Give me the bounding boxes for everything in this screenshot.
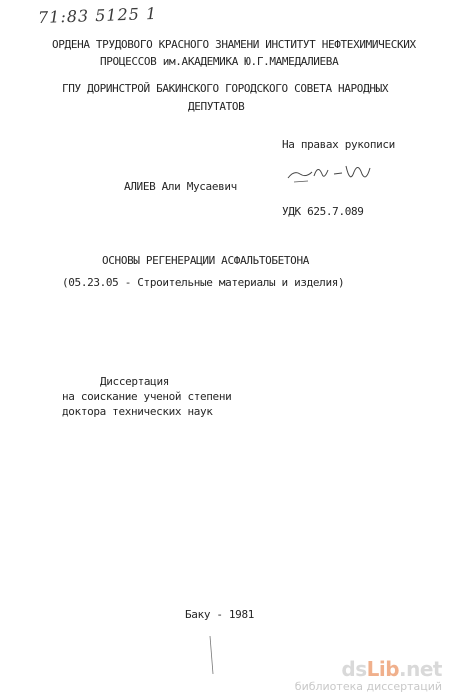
watermark bbox=[295, 659, 442, 693]
degree-line-1: Диссертация bbox=[100, 375, 169, 388]
watermark-subtitle: библиотека диссертаций bbox=[294, 680, 442, 693]
degree-line-2: на соискание ученой степени bbox=[62, 390, 232, 403]
manuscript-rights-note: На правах рукописи bbox=[282, 138, 395, 151]
organization-line-2: ДЕПУТАТОВ bbox=[188, 100, 245, 113]
institution-line-2: ПРОЦЕССОВ им.АКАДЕМИКА Ю.Г.МАМЕДАЛИЕВА bbox=[100, 55, 339, 68]
city-year: Баку - 1981 bbox=[185, 608, 254, 621]
dissertation-title: ОСНОВЫ РЕГЕНЕРАЦИИ АСФАЛЬТОБЕТОНА bbox=[102, 254, 309, 267]
signature-mark bbox=[284, 158, 384, 188]
organization-line-1: ГПУ ДОРИНСТРОЙ БАКИНСКОГО ГОРОДСКОГО СОВЕТА НАРОДНЫХ bbox=[62, 82, 389, 95]
pen-stroke-mark bbox=[208, 634, 218, 682]
udc-code: УДК 625.7.089 bbox=[282, 205, 364, 218]
author-name: АЛИЕВ Али Мусаевич bbox=[124, 180, 237, 193]
watermark-logo: dsLib.net bbox=[341, 657, 442, 681]
specialty-code: (05.23.05 - Строительные материалы и изделия) bbox=[62, 276, 345, 289]
degree-line-3: доктора технических наук bbox=[62, 405, 213, 418]
institution-line-1: ОРДЕНА ТРУДОВОГО КРАСНОГО ЗНАМЕНИ ИНСТИТУТ НЕФТЕХИМИЧЕСКИХ bbox=[52, 38, 416, 51]
archive-number-handwritten: 71:83 5125 1 bbox=[37, 3, 158, 28]
